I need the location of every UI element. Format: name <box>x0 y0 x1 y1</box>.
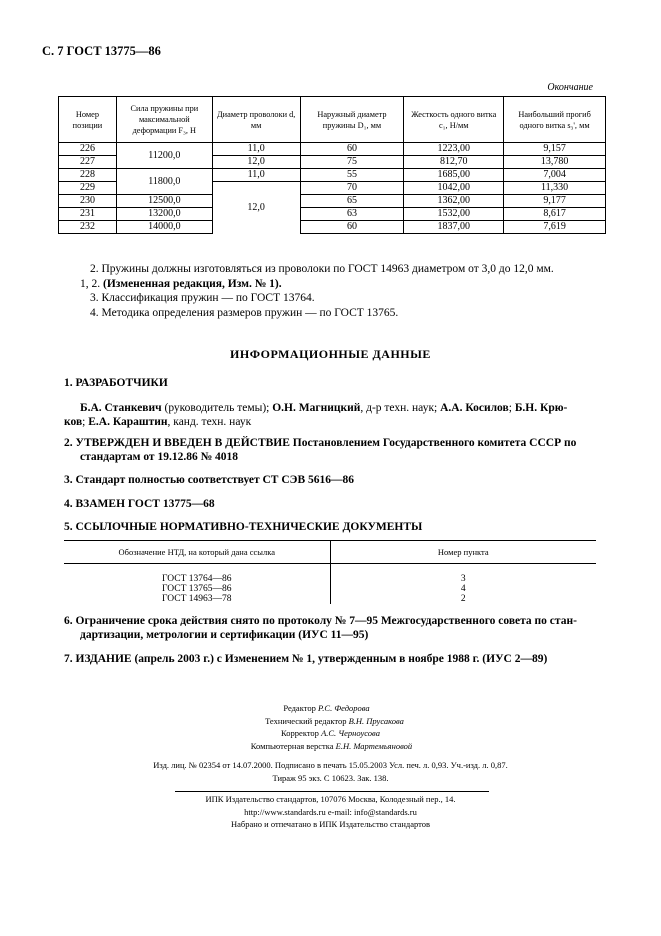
section-1-title: 1. РАЗРАБОТЧИКИ <box>64 377 168 389</box>
cell-outer: 65 <box>300 195 404 208</box>
cell-stiff: 1362,00 <box>404 195 504 208</box>
imprint-staff: Редактор Р.С. Федорова Технический редактор В.Н. Прусакова Корректор А.С. Черноусова Компьютерная верстка Е.Н. Мартемьяновой <box>250 703 413 751</box>
cell-force: 11200,0 <box>116 143 212 169</box>
cell-pos: 229 <box>59 182 117 195</box>
cell-force: 13200,0 <box>116 208 212 221</box>
section-5: 5. ССЫЛОЧНЫЕ НОРМАТИВНО-ТЕХНИЧЕСКИЕ ДОКУМЕНТЫ <box>64 521 423 533</box>
cell-stiff: 1042,00 <box>404 182 504 195</box>
col-ntd: Обозначение НТД, на который дана ссылка <box>64 541 330 564</box>
cell-wire: 11,0 <box>212 143 300 156</box>
page-header: С. 7 ГОСТ 13775—86 <box>42 44 161 58</box>
table-row: ГОСТ 13765—86 4 <box>64 584 596 594</box>
cell-defl: 7,619 <box>504 221 606 234</box>
col-item: Номер пункта <box>330 541 596 564</box>
cell-defl: 7,004 <box>504 169 606 182</box>
note-2: 2. Пружины должны изготовляться из проволоки по ГОСТ 14963 диаметром от 3,0 до 12,0 мм. <box>90 263 554 275</box>
cell-force: 12500,0 <box>116 195 212 208</box>
section-6: 6. Ограничение срока действия снято по протоколу № 7—95 Межгосударственного совета по стан- дартизации, метрологии и сертификации (ИУС 11—95) <box>64 615 577 641</box>
section-7: 7. ИЗДАНИЕ (апрель 2003 г.) с Изменением № 1, утвержденным в ноябре 1988 г. (ИУС 2—89) <box>64 653 548 665</box>
springs-table <box>58 96 606 234</box>
cell-defl: 13,780 <box>504 156 606 169</box>
cell-pos: 228 <box>59 169 117 182</box>
cell-pos: 231 <box>59 208 117 221</box>
divider <box>175 791 489 792</box>
cell-stiff: 1837,00 <box>404 221 504 234</box>
cell-defl: 11,330 <box>504 182 606 195</box>
cell-wire: 12,0 <box>212 156 300 169</box>
cell-outer: 63 <box>300 208 404 221</box>
cell-wire: 11,0 <box>212 169 300 182</box>
cell-stiff: 1685,00 <box>404 169 504 182</box>
cell-pos: 226 <box>59 143 117 156</box>
cell-stiff: 812,70 <box>404 156 504 169</box>
table-row: ГОСТ 13764—86 3 <box>64 574 596 584</box>
cell-stiff: 1532,00 <box>404 208 504 221</box>
note-3: 3. Классификация пружин — по ГОСТ 13764. <box>90 292 315 304</box>
col-force: Сила пружины при максимальной деформации F₃, Н <box>116 97 212 143</box>
cell-stiff: 1223,00 <box>404 143 504 156</box>
cell-force: 11800,0 <box>116 169 212 195</box>
cell-outer: 55 <box>300 169 404 182</box>
table-row <box>59 143 606 156</box>
cell-defl: 9,157 <box>504 143 606 156</box>
section-2: 2. УТВЕРЖДЕН И ВВЕДЕН В ДЕЙСТВИЕ Постановлением Государственного комитета СССР по стандартам от 19.12.86 № 4018 <box>64 437 577 463</box>
imprint-print-data: Изд. лиц. № 02354 от 14.07.2000. Подписано в печать 15.05.2003 Усл. печ. л. 0,93. Уч.-изд. л. 0,87. Тираж 95 экз. С 10623. Зак. 138. <box>153 760 508 783</box>
cell-defl: 8,617 <box>504 208 606 221</box>
cell-outer: 75 <box>300 156 404 169</box>
section-4: 4. ВЗАМЕН ГОСТ 13775—68 <box>64 498 215 510</box>
col-outer-diameter: Наружный диаметр пружины D₁, мм <box>300 97 404 143</box>
table-row <box>59 208 606 221</box>
cell-outer: 60 <box>300 143 404 156</box>
col-position: Номер позиции <box>59 97 117 143</box>
imprint-publisher: ИПК Издательство стандартов, 107076 Москва, Колодезный пер., 14. http://www.standards.ru e-mail: info@standards.ru Набрано и отпечатано в ИПК Издательство стандартов <box>205 794 456 829</box>
cell-defl: 9,177 <box>504 195 606 208</box>
section-3: 3. Стандарт полностью соответствует СТ СЭВ 5616—86 <box>64 474 355 486</box>
table-row <box>59 169 606 182</box>
reference-docs-table <box>64 540 596 604</box>
table-row: ГОСТ 14963—78 2 <box>64 594 596 604</box>
table-continuation-note: Окончание <box>547 82 593 93</box>
cell-pos: 232 <box>59 221 117 234</box>
cell-wire: 12,0 <box>212 182 300 234</box>
cell-pos: 227 <box>59 156 117 169</box>
col-stiffness: Жесткость одного витка c₁, Н/мм <box>404 97 504 143</box>
info-title: ИНФОРМАЦИОННЫЕ ДАННЫЕ <box>230 347 431 361</box>
cell-outer: 70 <box>300 182 404 195</box>
col-wire-diameter: Диаметр проволоки d, мм <box>212 97 300 143</box>
table-row <box>59 195 606 208</box>
table-notes <box>80 262 554 320</box>
cell-outer: 60 <box>300 221 404 234</box>
col-deflection: Наибольший прогиб одного витка s₃', мм <box>504 97 606 143</box>
section-1-developers: Б.А. Станкевич (руководитель темы); О.Н. Магницкий, д-р техн. наук; А.А. Косилов; Б.Н. Крю- ков; Е.А. Караштин, канд. техн. наук <box>64 402 568 428</box>
cell-pos: 230 <box>59 195 117 208</box>
table-row <box>59 221 606 234</box>
cell-force: 14000,0 <box>116 221 212 234</box>
note-revision: 1, 2. (Измененная редакция, Изм. № 1). <box>80 277 282 290</box>
note-4: 4. Методика определения размеров пружин — по ГОСТ 13765. <box>90 306 399 319</box>
